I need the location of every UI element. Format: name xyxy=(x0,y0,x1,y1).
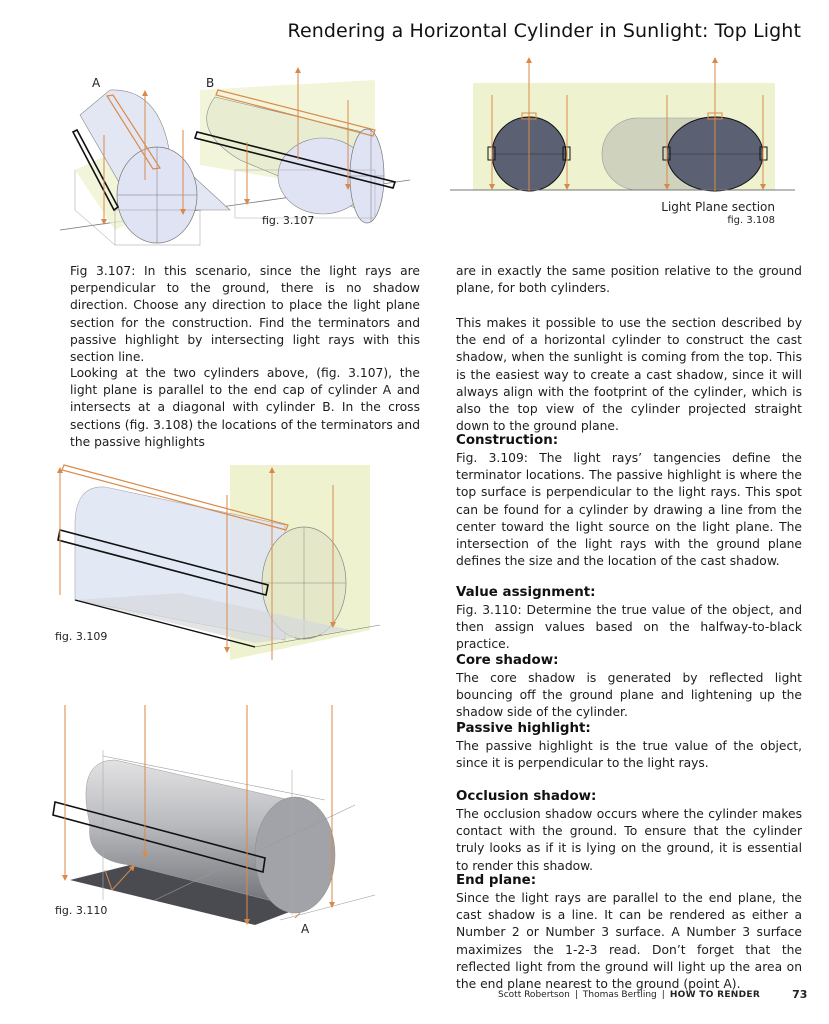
heading-passive-highlight: Passive highlight: xyxy=(456,721,591,736)
heading-core-shadow: Core shadow: xyxy=(456,653,559,668)
body-core-shadow: The core shadow is generated by reflected light bouncing off the ground plane and lightening up the shadow side of the cylinder. xyxy=(456,671,802,720)
footer-separator-2: | xyxy=(661,989,665,1000)
body-end-plane: Since the light rays are parallel to the end plane, the cast shadow is a line. It can be rendered as either a Number 2 or Number 3 surface. A Number 3 surface maximizes the 1-2-3 read. Don’t forget that the reflected light from the ground will light up the area on the end plane nearest to the ground (point A). xyxy=(456,891,802,992)
left-paragraph-2: Looking at the two cylinders above, (fig. 3.107), the light plane is parallel to the end cap of cylinder A and intersects at a diagonal with cylinder B. In the cross sections (fig. 3.108) the locations of the terminators and the passive highlights xyxy=(70,366,420,449)
body-construction: Fig. 3.109: The light rays’ tangencies define the terminator locations. The passive highlight is where the top surface is perpendicular to the light rays. This spot can be found for a cylinder by drawing a line from the center toward the light source on the light plane. The intersection of the light rays with the ground plane defines the size and the location of the cast shadow. xyxy=(456,451,802,569)
body-occlusion-shadow: The occlusion shadow occurs where the cylinder makes contact with the ground. To ensure that the cylinder truly looks as if it is lying on the ground, it is essential to render this shadow. xyxy=(456,807,802,873)
fig-3-110-label: fig. 3.110 xyxy=(55,904,108,917)
body-value-assignment: Fig. 3.110: Determine the true value of the object, and then assign values based on the halfway-to-black practice. xyxy=(456,603,802,652)
cylinder-a-label: A xyxy=(92,76,101,90)
right-paragraph-1: are in exactly the same position relative to the ground plane, for both cylinders. xyxy=(456,264,802,296)
figure-3-108 xyxy=(450,55,810,195)
footer-author-2: Thomas Bertling xyxy=(582,989,657,1000)
heading-value-assignment: Value assignment: xyxy=(456,585,596,600)
figure-3-110 xyxy=(55,700,385,930)
cylinder-b-label: B xyxy=(206,76,215,90)
heading-construction: Construction: xyxy=(456,433,559,448)
heading-end-plane: End plane: xyxy=(456,873,537,888)
body-passive-highlight: The passive highlight is the true value of the object, since it is perpendicular to the light rays. xyxy=(456,739,802,771)
page-number: 73 xyxy=(792,988,808,1001)
footer-separator-1: | xyxy=(574,989,578,1000)
left-paragraph-1: Fig 3.107: In this scenario, since the light rays are perpendicular to the ground, there is no shadow direction. Choose any direction to place the light plane section for the construction. Find the terminators and passive highlight by intersecting light rays with this section line. xyxy=(70,264,420,365)
footer-author-1: Scott Robertson xyxy=(498,989,570,1000)
point-a-label: A xyxy=(301,922,310,936)
heading-occlusion-shadow: Occlusion shadow: xyxy=(456,789,597,804)
fig-3-107-label: fig. 3.107 xyxy=(262,214,315,227)
fig-3-108-label: fig. 3.108 xyxy=(727,215,775,226)
page-title: Rendering a Horizontal Cylinder in Sunlight: Top Light xyxy=(287,20,801,42)
right-paragraph-2: This makes it possible to use the section described by the end of a horizontal cylinder to construct the cast shadow, when the sunlight is coming from the top. This is the easiest way to create a cast shadow, since it will always align with the footprint of the cylinder, which is also the top view of the cylinder projected straight down to the ground plane. xyxy=(456,316,802,434)
light-plane-section-caption: Light Plane section xyxy=(661,200,775,214)
footer-book-title: HOW TO RENDER xyxy=(669,989,761,1000)
page-footer xyxy=(498,988,806,1001)
cylinder-110-end-cap xyxy=(255,797,335,913)
fig-3-109-label: fig. 3.109 xyxy=(55,630,108,643)
